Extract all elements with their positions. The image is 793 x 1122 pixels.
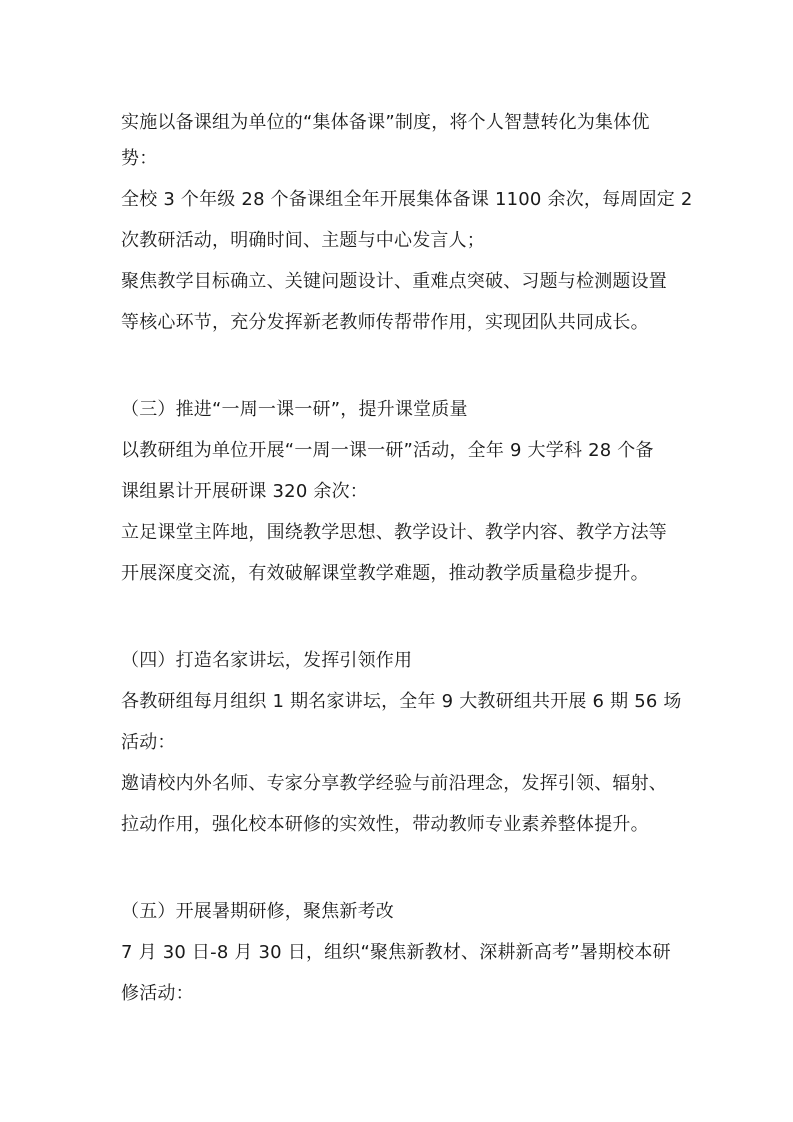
paragraph-line: 修活动： [121,983,194,1004]
paragraph-line: 拉动作用，强化校本研修的实效性，带动教师专业素养整体提升。 [121,814,649,835]
section-heading-5: （五）开展暑期研修，聚焦新考改 [121,901,394,922]
paragraph-line: 课组累计开展研课 320 余次： [121,481,368,502]
paragraph-line: 全校 3 个年级 28 个备课组全年开展集体备课 1100 余次，每周固定 2 [121,189,693,210]
paragraph-line: 7 月 30 日-8 月 30 日，组织“聚焦新教材、深耕新高考”暑期校本研 [121,942,671,963]
section-heading-3: （三）推进“一周一课一研”，提升课堂质量 [121,399,468,420]
paragraph-line: 聚焦教学目标确立、关键问题设计、重难点突破、习题与检测题设置 [121,271,667,292]
paragraph-line: 次教研活动，明确时间、主题与中心发言人； [121,230,485,251]
paragraph-line: 邀请校内外名师、专家分享教学经验与前沿理念，发挥引领、辐射、 [121,773,667,794]
paragraph-line: 活动： [121,732,176,753]
paragraph-line: 开展深度交流，有效破解课堂教学难题，推动教学质量稳步提升。 [121,563,649,584]
paragraph-line: 以教研组为单位开展“一周一课一研”活动，全年 9 大学科 28 个备 [121,440,654,461]
paragraph-line: 各教研组每月组织 1 期名家讲坛，全年 9 大教研组共开展 6 期 56 场 [121,691,682,712]
paragraph-line: 立足课堂主阵地，围绕教学思想、教学设计、教学内容、教学方法等 [121,522,667,543]
paragraph-line: 实施以备课组为单位的“集体备课”制度，将个人智慧转化为集体优 [121,112,650,133]
paragraph-line: 等核心环节，充分发挥新老教师传帮带作用，实现团队共同成长。 [121,312,649,333]
section-heading-4: （四）打造名家讲坛，发挥引领作用 [121,650,413,671]
paragraph-line: 势： [121,148,158,169]
